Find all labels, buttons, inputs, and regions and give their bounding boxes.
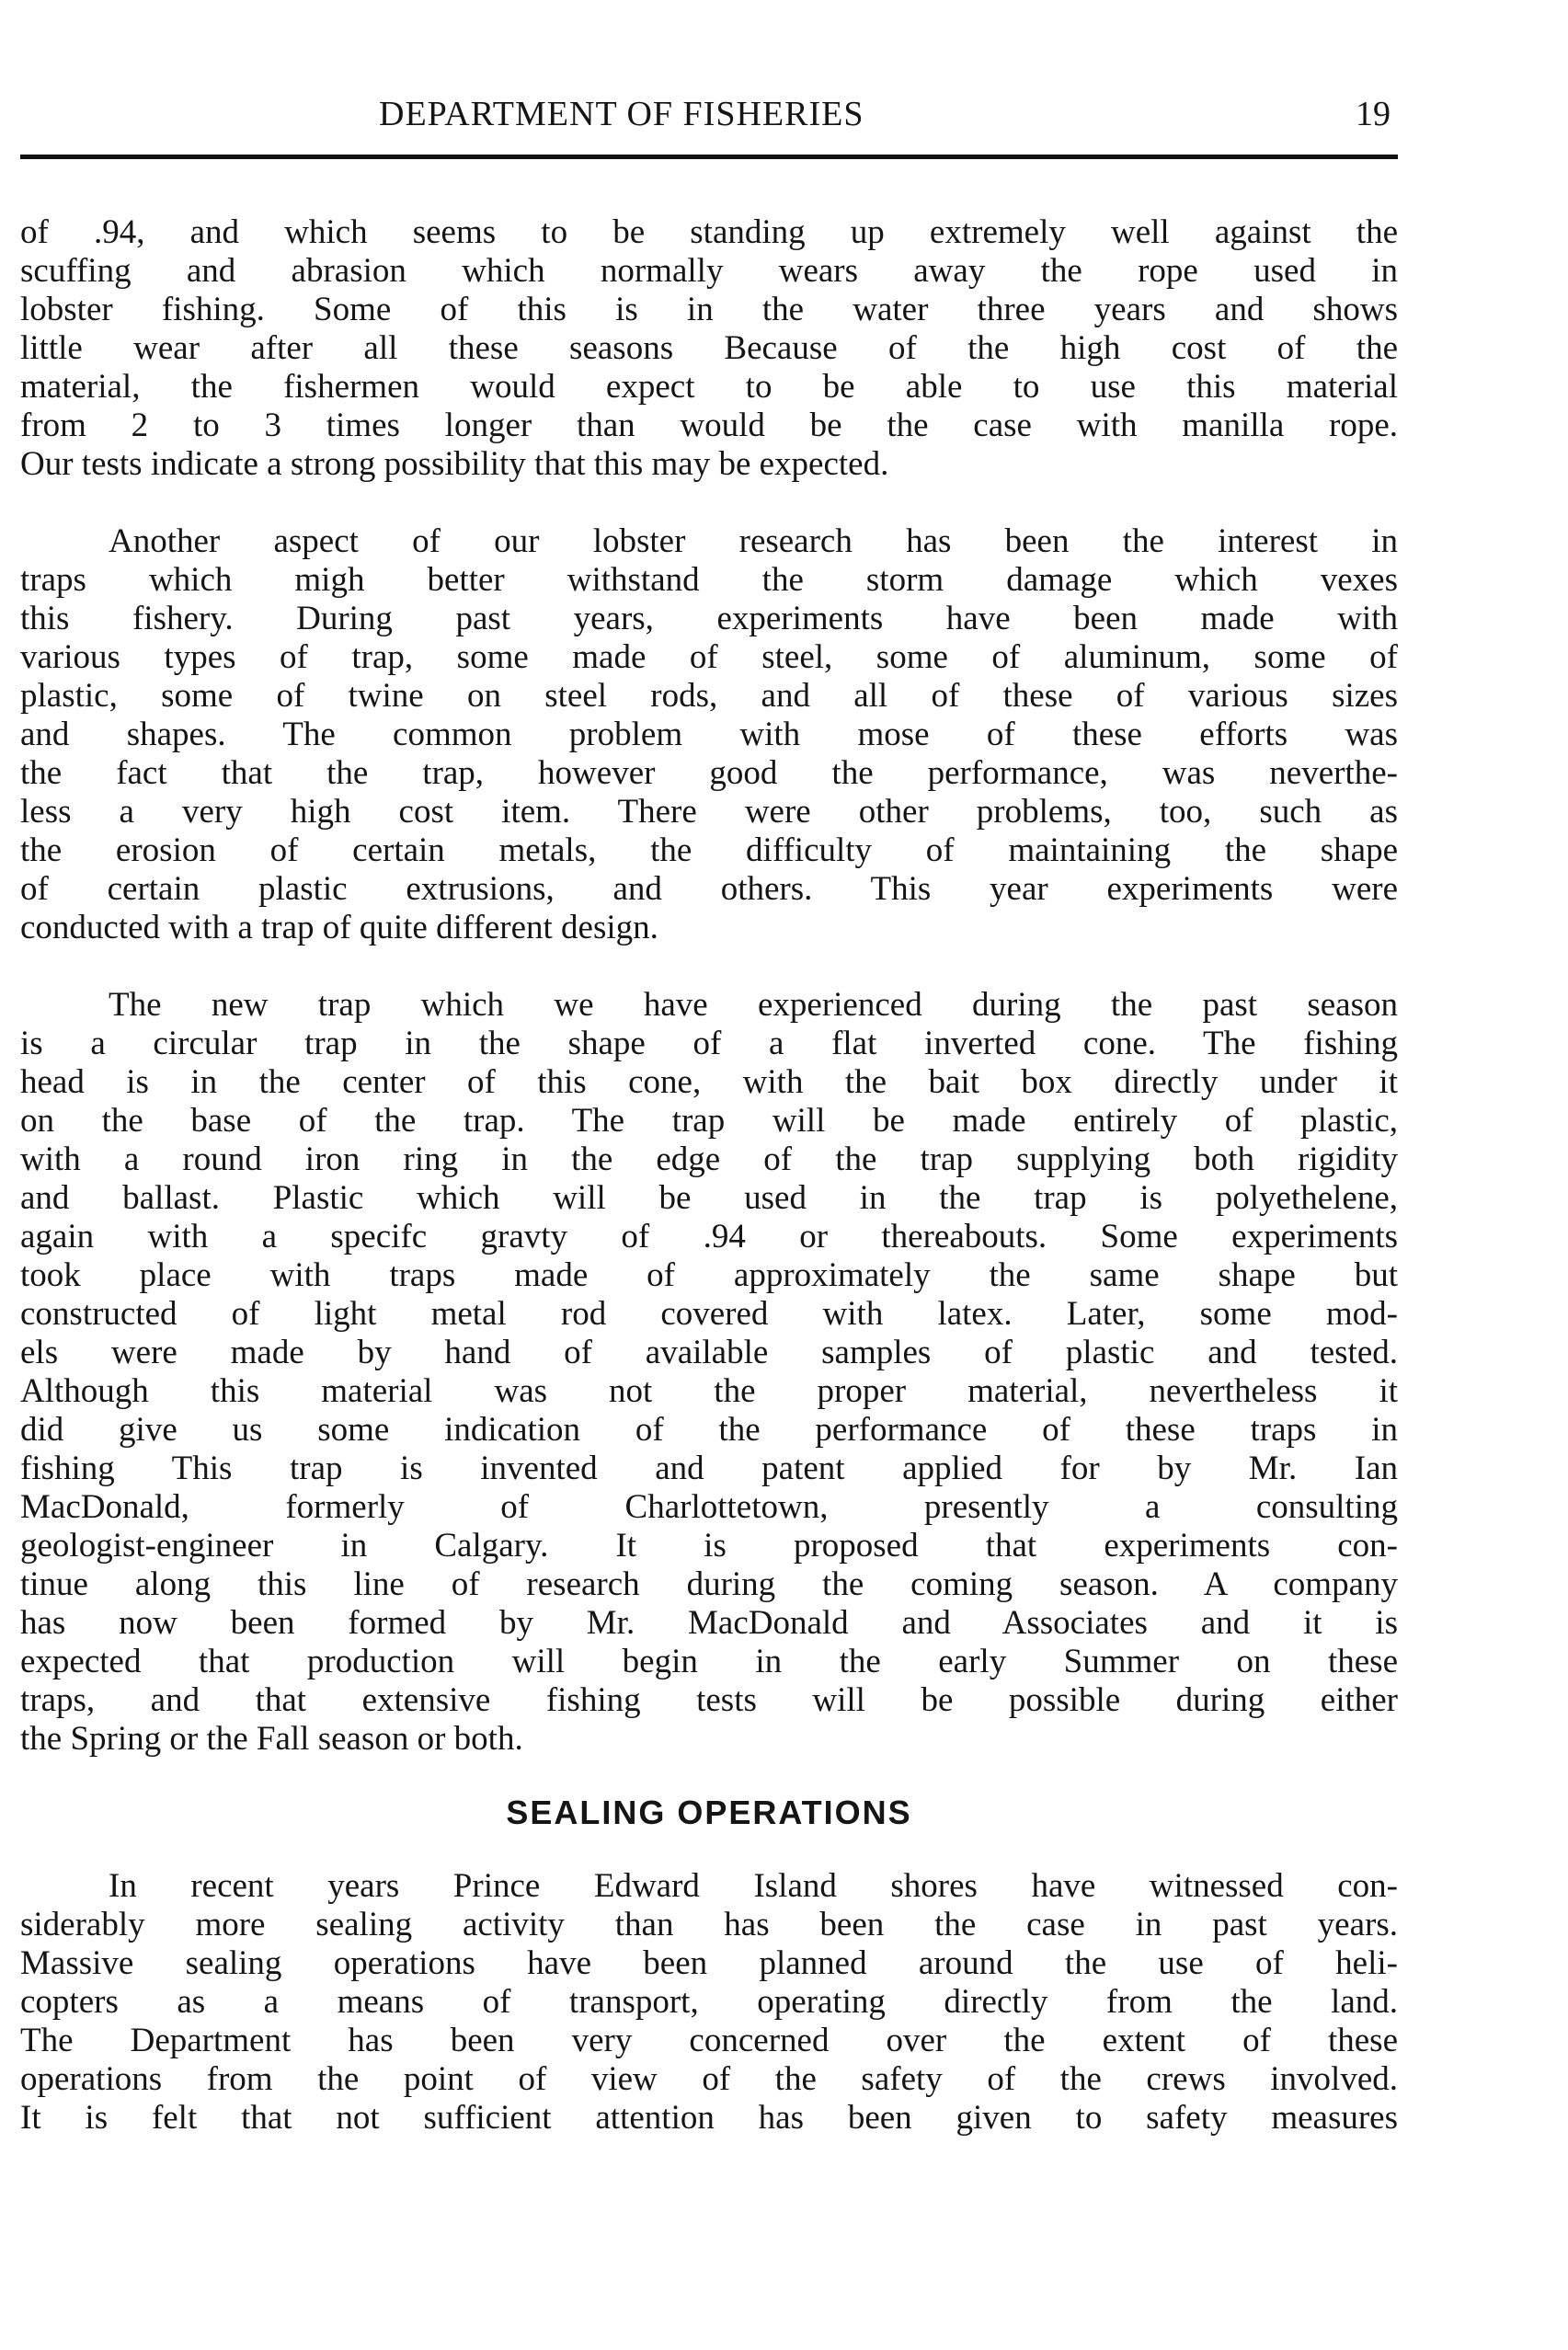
text-line: It is felt that not sufficient attention has been given to safety measures (20, 2099, 1398, 2137)
text-line: from 2 to 3 times longer than would be the case with manilla rope. (20, 407, 1398, 444)
text-line: tinue along this line of research during the coming season. A company (20, 1565, 1398, 1603)
text-line: the Spring or the Fall season or both. (20, 1720, 523, 1758)
text-line: the erosion of certain metals, the difficulty of maintaining the shape (20, 831, 1398, 869)
running-title: DEPARTMENT OF FISHERIES (379, 95, 864, 133)
text-line: lobster fishing. Some of this is in the water three years and shows (20, 291, 1398, 328)
paragraph-gap (20, 947, 1398, 986)
text-line: fishing This trap is invented and patent applied for by Mr. Ian (20, 1450, 1398, 1487)
page-number: 19 (1356, 95, 1391, 133)
text-line: traps, and that extensive fishing tests will be possible during either (20, 1681, 1398, 1719)
text-line: plastic, some of twine on steel rods, and all of these of various sizes (20, 677, 1398, 715)
text-line: operations from the point of view of the safety of the crews involved. (20, 2060, 1398, 2098)
paragraph-trap-research (20, 522, 1398, 947)
text-line: The new trap which we have experienced during the past season (109, 986, 1398, 1024)
text-line: this fishery. During past years, experiments have been made with (20, 600, 1398, 637)
text-line: Our tests indicate a strong possibility that this may be expected. (20, 445, 889, 483)
text-line: copters as a means of transport, operating directly from the land. (20, 1983, 1398, 2021)
text-line: The Department has been very concerned over the extent of these (20, 2022, 1398, 2059)
text-line: traps which migh better withstand the storm damage which vexes (20, 561, 1398, 599)
text-line: has now been formed by Mr. MacDonald and Associates and it is (20, 1604, 1398, 1642)
text-line: less a very high cost item. There were other problems, too, such as (20, 793, 1398, 831)
text-line: and ballast. Plastic which will be used in the trap is polyethelene, (20, 1179, 1398, 1217)
text-line: Another aspect of our lobster research has been the interest in (109, 522, 1398, 560)
text-line: MacDonald, formerly of Charlottetown, presently a consulting (20, 1488, 1398, 1526)
running-header (20, 88, 1391, 143)
text-line: little wear after all these seasons Because of the high cost of the (20, 329, 1398, 367)
text-line: Massive sealing operations have been planned around the use of heli- (20, 1944, 1398, 1982)
text-line: scuffing and abrasion which normally wears away the rope used in (20, 252, 1398, 290)
text-line: In recent years Prince Edward Island shores have witnessed con- (109, 1867, 1398, 1905)
header-rule (20, 155, 1398, 159)
text-line: material, the fishermen would expect to be able to use this material (20, 368, 1398, 406)
text-line: with a round iron ring in the edge of the trap supplying both rigidity (20, 1141, 1398, 1178)
text-line: siderably more sealing activity than has been the case in past years. (20, 1906, 1398, 1943)
text-line: is a circular trap in the shape of a flat inverted cone. The fishing (20, 1025, 1398, 1062)
text-line: again with a specifc gravty of .94 or thereabouts. Some experiments (20, 1218, 1398, 1255)
text-line: expected that production will begin in the early Summer on these (20, 1643, 1398, 1680)
text-line: of certain plastic extrusions, and others. This year experiments were (20, 870, 1398, 908)
text-line: constructed of light metal rod covered with latex. Later, some mod- (20, 1295, 1398, 1333)
text-line: head is in the center of this cone, with the bait box directly under it (20, 1063, 1398, 1101)
text-line: on the base of the trap. The trap will be made entirely of plastic, (20, 1102, 1398, 1140)
text-line: els were made by hand of available samples of plastic and tested. (20, 1334, 1398, 1371)
paragraph-sealing (20, 1867, 1398, 2138)
text-line: did give us some indication of the performance of these traps in (20, 1411, 1398, 1449)
text-line: conducted with a trap of quite different design. (20, 909, 658, 946)
text-line: geologist-engineer in Calgary. It is proposed that experiments con- (20, 1527, 1398, 1565)
text-line: the fact that the trap, however good the performance, was neverthe- (20, 754, 1398, 792)
paragraph-rope-tests (20, 213, 1398, 484)
text-line: various types of trap, some made of steel, some of aluminum, some of (20, 638, 1398, 676)
text-line: and shapes. The common problem with mose of these efforts was (20, 716, 1398, 753)
paragraph-gap (20, 484, 1398, 522)
text-line: of .94, and which seems to be standing up extremely well against the (20, 213, 1398, 251)
section-heading: SEALING OPERATIONS (506, 1794, 912, 1831)
paragraph-new-trap (20, 986, 1398, 1759)
body-text (20, 213, 1398, 2138)
text-line: Although this material was not the proper material, nevertheless it (20, 1372, 1398, 1410)
text-line: took place with traps made of approximately the same shape but (20, 1256, 1398, 1294)
